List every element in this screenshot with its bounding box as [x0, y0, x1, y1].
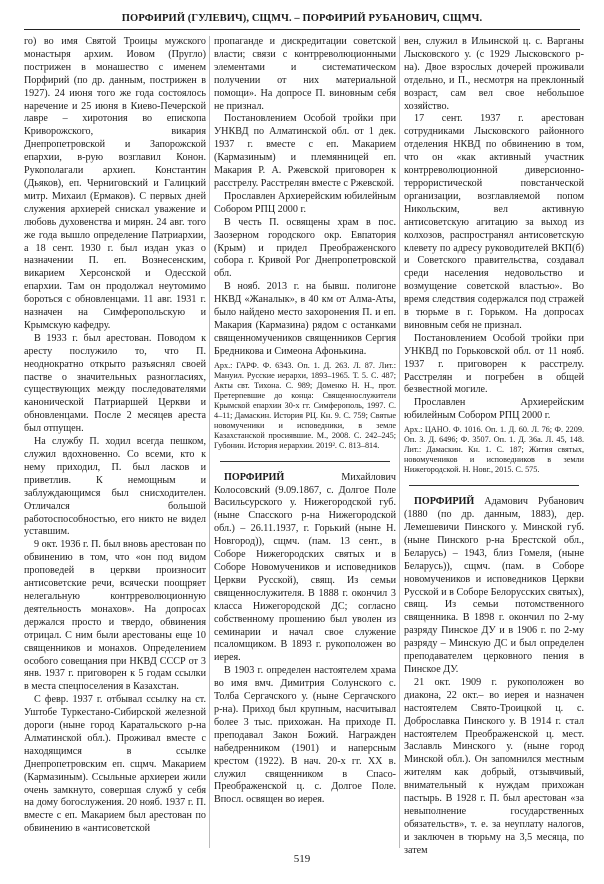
paragraph: В нояб. 2013 г. на бывш. полигоне НКВД «Жаналык», в 40 км от Алма-Аты, было найдено место захоронения П. и еп. Макария (Кармазина) рядом с останками священномучеников священников Сергия Бредникова и Симеона Афонькина.	[214, 281, 396, 357]
entry-text: Михайлович Колосовский (9.09.1867, с. Долгое Поле Васильсурского у. Нижегородской губ. (ныне Спасского р-на Нижегородской обл.) – 26.11.1937, г. Горький (ныне Н. Новгород)), сщмч. (пам. 13 сент., в Соборе Нижегородских святых и в Соборе Новомучеников и исповедников Церкви Русской), свящ. Из семьи священнослужителя. В 1888 г. окончил 3 класса Нижегородской ДС; согласно собственному прошению был уволен из семинарии и начал свое служение псаломщиком. В 1893 г. рукоположен во иерея.	[214, 471, 396, 664]
entry-paragraph	[404, 496, 584, 677]
column-2	[214, 36, 396, 848]
paragraph: Постановлением Особой тройки при УНКВД по Горьковской обл. от 11 нояб. 1937 г. приговорен к расстрелу. Расстрелян и погребен в общей безвестной могиле.	[404, 332, 584, 396]
paragraph: В 1933 г. был арестован. Поводом к аресту послужило то, что П. неоднократно открыто разъяснял своей пастве о значительных разногласиях, существующих между последователями канонической Патриаршей Церкви и обновленцами. После 2 месяцев ареста был отпущен.	[24, 332, 206, 435]
paragraph: Прославлен Архиерейским юбилейным Собором РПЦ 2000 г.	[404, 397, 584, 422]
continued-paragraph: го) во имя Святой Троицы мужского монастыря архим. Иовом (Пруглo) пострижен в монашество с именем Порфирий (по др. данным, пострижен в 1927). 24 июня того же года состоялось наречение и 25 июня в Киево-Печерской лавре – хиротония во епископа Криворожского, викария Днепропетровской и Запорожской епархии, в-рую возглавил Конон. Рукополагали архиеп. Константин (Дьяков), еп. Черниговский и Галицкий митр. Михаил (Ермаков). С первых дней служения архиерей снискал уважение и любовь духовенства и мирян. 24 авг. того же года вышло определение Патриархии, а 18 сент. 1930 г. был издан указ о назначении П. еп. Вознесенским, викарием Херсонской и Одесской епархии. Там он продолжал неутомимо бороться с обновленцами. 11 авг. 1931 г. назначен на Симферопольскую и Крымскую кафедру.	[24, 36, 206, 331]
entry-separator	[220, 461, 390, 462]
continued-paragraph: пропаганде и дискредитации советской власти; связи с контрреволюционными элементами и систематическом получении от них материальной помощи». На допросе П. виновным себя не признал.	[214, 36, 396, 112]
entry-headword: ПОРФИРИЙ	[414, 496, 475, 508]
entry-text: Адамович Рубанович (1880 (по др. данным, 1883), дер. Лемешевичи Пинского у. Минской губ. (ныне Пинского р-на Брестской обл., Беларусь) – 1943, близ Гомеля, (ныне Беларусь)), сщмч. (пам. в Соборе новомучеников и исповедников Церкви Русской и в Соборе Белорусских святых), свящ. Из семьи потомственного священника. В 1898 г. окончил по 2-му разряду Пинское ДУ и в 1906 г. по 2-му разряду – Минскую ДС и был определен преподавателем церковного пения в Пинское ДУ.	[404, 496, 585, 675]
entry-separator	[409, 485, 579, 486]
paragraph: Постановлением Особой тройки при УНКВД по Алматинской обл. от 1 дек. 1937 г. вместе с еп. Макарием (Кармазиным) и племянницей еп. Макария Р. А. Ржевской приговорен к расстрелу. Расстрелян вместе с Ржевской.	[214, 113, 396, 189]
paragraph: 17 сент. 1937 г. арестован сотрудниками Лысковского районного отделения НКВД по обвинению в том, что он «как активный участник контрреволюционной диверсионно-террористической повстанческой организации, возглавляемой попом Никольским, вел активную антисоветскую агитацию за выход из колхозов, распространял антисоветскую клевету по адресу руководителей ВКП(б) и Советского правительства, создавал среди населения недовольство и возмущение советской властью». Во время следствия содержался под стражей в тюрьме в г. Горьком. На допросах виновным себя не признал.	[404, 113, 584, 331]
column-divider	[399, 36, 400, 848]
column-1	[24, 36, 206, 848]
header-rule	[24, 29, 580, 30]
paragraph: В честь П. освящены храм в пос. Заозерном городского окр. Евпатория (Крым) и придел Преображенского собора г. Кривой Рог Днепропетровской обл.	[214, 216, 396, 280]
column-divider	[209, 36, 210, 848]
paragraph: С февр. 1937 г. отбывал ссылку на ст. Уштобе Туркестано-Сибирской железной дороги (ныне город Каратальского р-на Алматинской обл.). Проживал вместе с находящимся в ссылке Днепропетровским еп. сщмч. Макарием (Кармазиным). Ссыльные архиереи жили очень замкнуто, совершая служб у себя на дому богослужения. 20 нояб. 1937 г. П. вместе с еп. Макарием был арестован по обвинению в «антисоветской	[24, 694, 206, 835]
references: Арх.: ГАРФ. Ф. 6343. Оп. 1. Д. 263. Л. 87. Лит.: Мануил. Русские иерархи, 1893–1965. Т. 5. С. 487; Акты свт. Тихона. С. 989; Доменко Н. Н., прот. Претерпевшие до конца: Священнослужители Крымской епархии 30-х гг. Симферополь, 1997. С. 4–11; Дамаскин. История РЦ. Кн. 9. С. 759; Святые новомученики и исповедники, в земле Казахстанской просиявшие. М., 2008. С. 242–245; Губонин. История иерархии. 2019². С. 813–814.	[214, 360, 396, 450]
references: Арх.: ЦАНО. Ф. 1016. Оп. 1. Д. 60. Л. 76; Ф. 2209. Оп. 3. Д. 6496; Ф. 3507. Оп. 1. Д. 36а. Л. 45, 148. Лит.: Дамаскин. Кн. 1. С. 187; Жития святых, новомучеников и исповедников в земли Нижегородской. Н. Новг., 2015. С. 575.	[404, 425, 584, 475]
paragraph: 9 окт. 1936 г. П. был вновь арестован по обвинению в том, что «он под видом проповедей в церкви произносит антисоветские речи, всячески поощряет нелегальную контрреволюционную деятельность монахов». На допросах держался просто и твердо, обвинения отрицал. С ним были арестованы еще 10 священников и монахов. Определением особого совещания при НКВД СССР от 3 янв. 1937 г. приговорен к 5 годам ссылки в места спецпоселения в Казахстан.	[24, 539, 206, 693]
paragraph: 21 окт. 1909 г. рукоположен во диакона, 22 окт.– во иерея и назначен настоятелем Свято-Троицкой ц. с. Доброславка Пинского у. В 1914 г. стал настоятелем Преображенской ц. мест. Заславль Минского у. (ныне город Минской обл.). Он запомнился местным жителям как добрый, отзывчивый, внимательный к нуждам прихожан пастырь. В 1928 г. П. был арестован «за невыполнение государственных обязательств», т. е. за неуплату налогов, и заключен в тюрьму на 3,5 месяца, по затем	[404, 676, 584, 856]
paragraph: В 1903 г. определен настоятелем храма во имя вмч. Димитрия Солунского с. Толба Сергачского у. (ныне Сергачского р-на). Приход был крупным, насчитывал более 3 тыс. прихожан. На приходе П. преподавал Закон Божий. Награжден набедренником (1901) и наперсным крестом (1922). В нач. 20-х гг. XX в. служил священником в Спасо-Преображенской ц. с. Долгое Поле. Впосл. освящен во иерея.	[214, 665, 396, 806]
paragraph: На службу П. ходил всегда пешком, служил вдохновенно. Со всеми, кто к нему приходил, П. был ласков и приветлив. К немощным и заблуждающимся был снисходителен. Отличался большой работоспособностью, его никто не видел уставшим.	[24, 436, 206, 538]
running-head: ПОРФИРИЙ (ГУЛЕВИЧ), СЩМЧ. – ПОРФИРИЙ РУБАНОВИЧ, СЩМЧ.	[121, 13, 483, 24]
column-3	[404, 36, 585, 856]
paragraph: Прославлен Архиерейским юбилейным Собором РПЦ 2000 г.	[214, 190, 396, 215]
continued-paragraph: вен, служил в Ильинской ц. с. Варганы Лысковского у. (с 1929 Лысковского р-на). Двое взрослых дочерей проживали отдельно, и П., несмотря на преклонный возраст, сам вел свое небольшое хозяйство.	[404, 36, 584, 112]
entry-paragraph	[214, 472, 396, 666]
entry-headword: ПОРФИРИЙ	[224, 471, 285, 483]
page-number: 519	[293, 853, 311, 865]
